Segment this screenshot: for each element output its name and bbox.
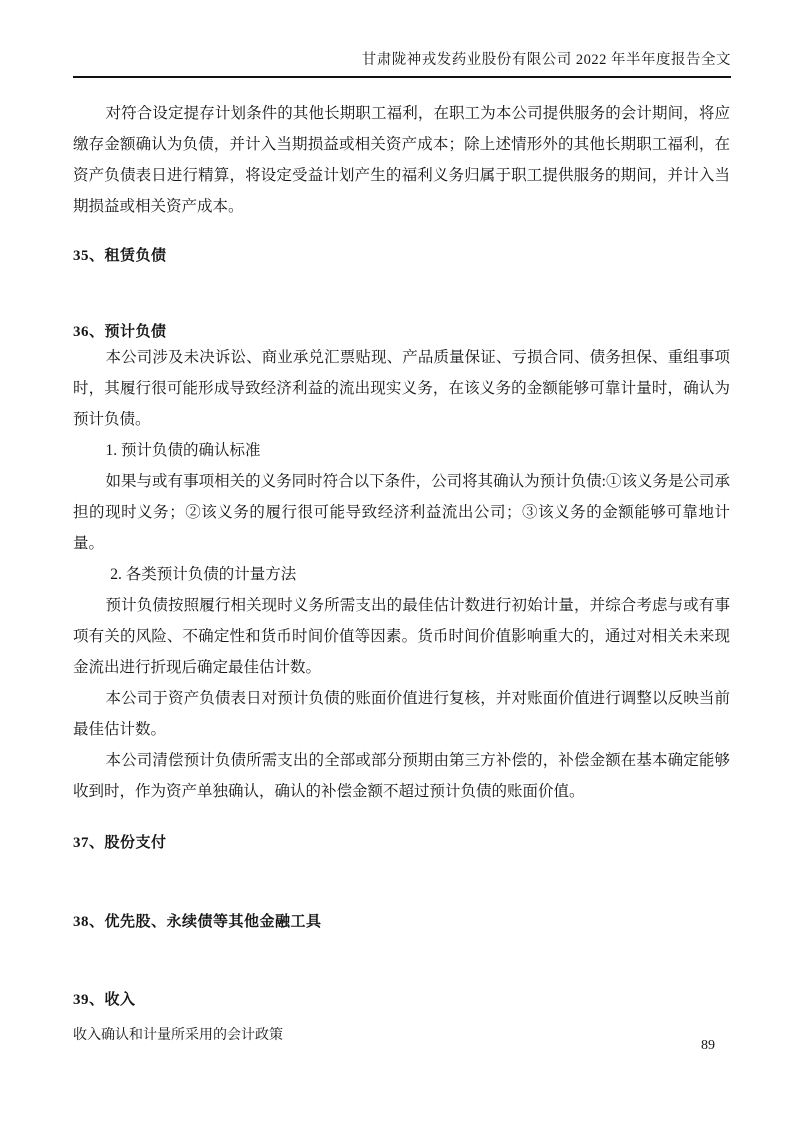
section-37-heading: 37、股份支付	[73, 835, 167, 851]
section-36-paragraph: 本公司涉及未决诉讼、商业承兑汇票贴现、产品质量保证、亏损合同、债务担保、重组事项时，其履行很可能形成导致经济利益的流出现实义务，在该义务的金额能够可靠计量时，确认为预计负债。	[73, 349, 730, 428]
section-36-paragraph: 如果与或有事项相关的义务同时符合以下条件，公司将其确认为预计负债:①该义务是公司承担的现时义务；②该义务的履行很可能导致经济利益流出公司；③该义务的金额能够可靠地计量。	[73, 473, 730, 552]
revenue-policy-caption: 收入确认和计量所采用的会计政策	[73, 1028, 283, 1043]
section-36-paragraph: 本公司于资产负债表日对预计负债的账面价值进行复核，并对账面价值进行调整以反映当前最佳估计数。	[73, 690, 730, 738]
section-36-subitem-1: 1. 预计负债的确认标准	[105, 442, 261, 459]
section-36-paragraph: 预计负债按照履行相关现时义务所需支出的最佳估计数进行初始计量，并综合考虑与或有事项有关的风险、不确定性和货币时间价值等因素。货币时间价值影响重大的，通过对相关未来现金流出进行折现后确定最佳估计数。	[73, 597, 730, 676]
section-38-heading: 38、优先股、永续债等其他金融工具	[73, 914, 322, 930]
section-36-paragraph: 本公司清偿预计负债所需支出的全部或部分预期由第三方补偿的，补偿金额在基本确定能够收到时，作为资产单独确认，确认的补偿金额不超过预计负债的账面价值。	[73, 752, 730, 800]
intro-paragraph: 对符合设定提存计划条件的其他长期职工福利，在职工为本公司提供服务的会计期间，将应缴存金额确认为负债，并计入当期损益或相关资产成本；除上述情形外的其他长期职工福利，在资产负债表日进行精算，将设定受益计划产生的福利义务归属于职工提供服务的期间，并计入当期损益或相关资产成本。	[73, 105, 730, 215]
section-36-subitem-2: 2. 各类预计负债的计量方法	[110, 566, 297, 583]
page-number: 89	[701, 1038, 715, 1053]
page-content	[73, 90, 730, 1048]
page-header-title: 甘肃陇神戎发药业股份有限公司 2022 年半年度报告全文	[73, 48, 731, 78]
section-39-heading: 39、收入	[73, 992, 136, 1008]
section-35-heading: 35、租赁负债	[73, 248, 167, 264]
section-36-heading: 36、预计负债	[73, 324, 167, 340]
